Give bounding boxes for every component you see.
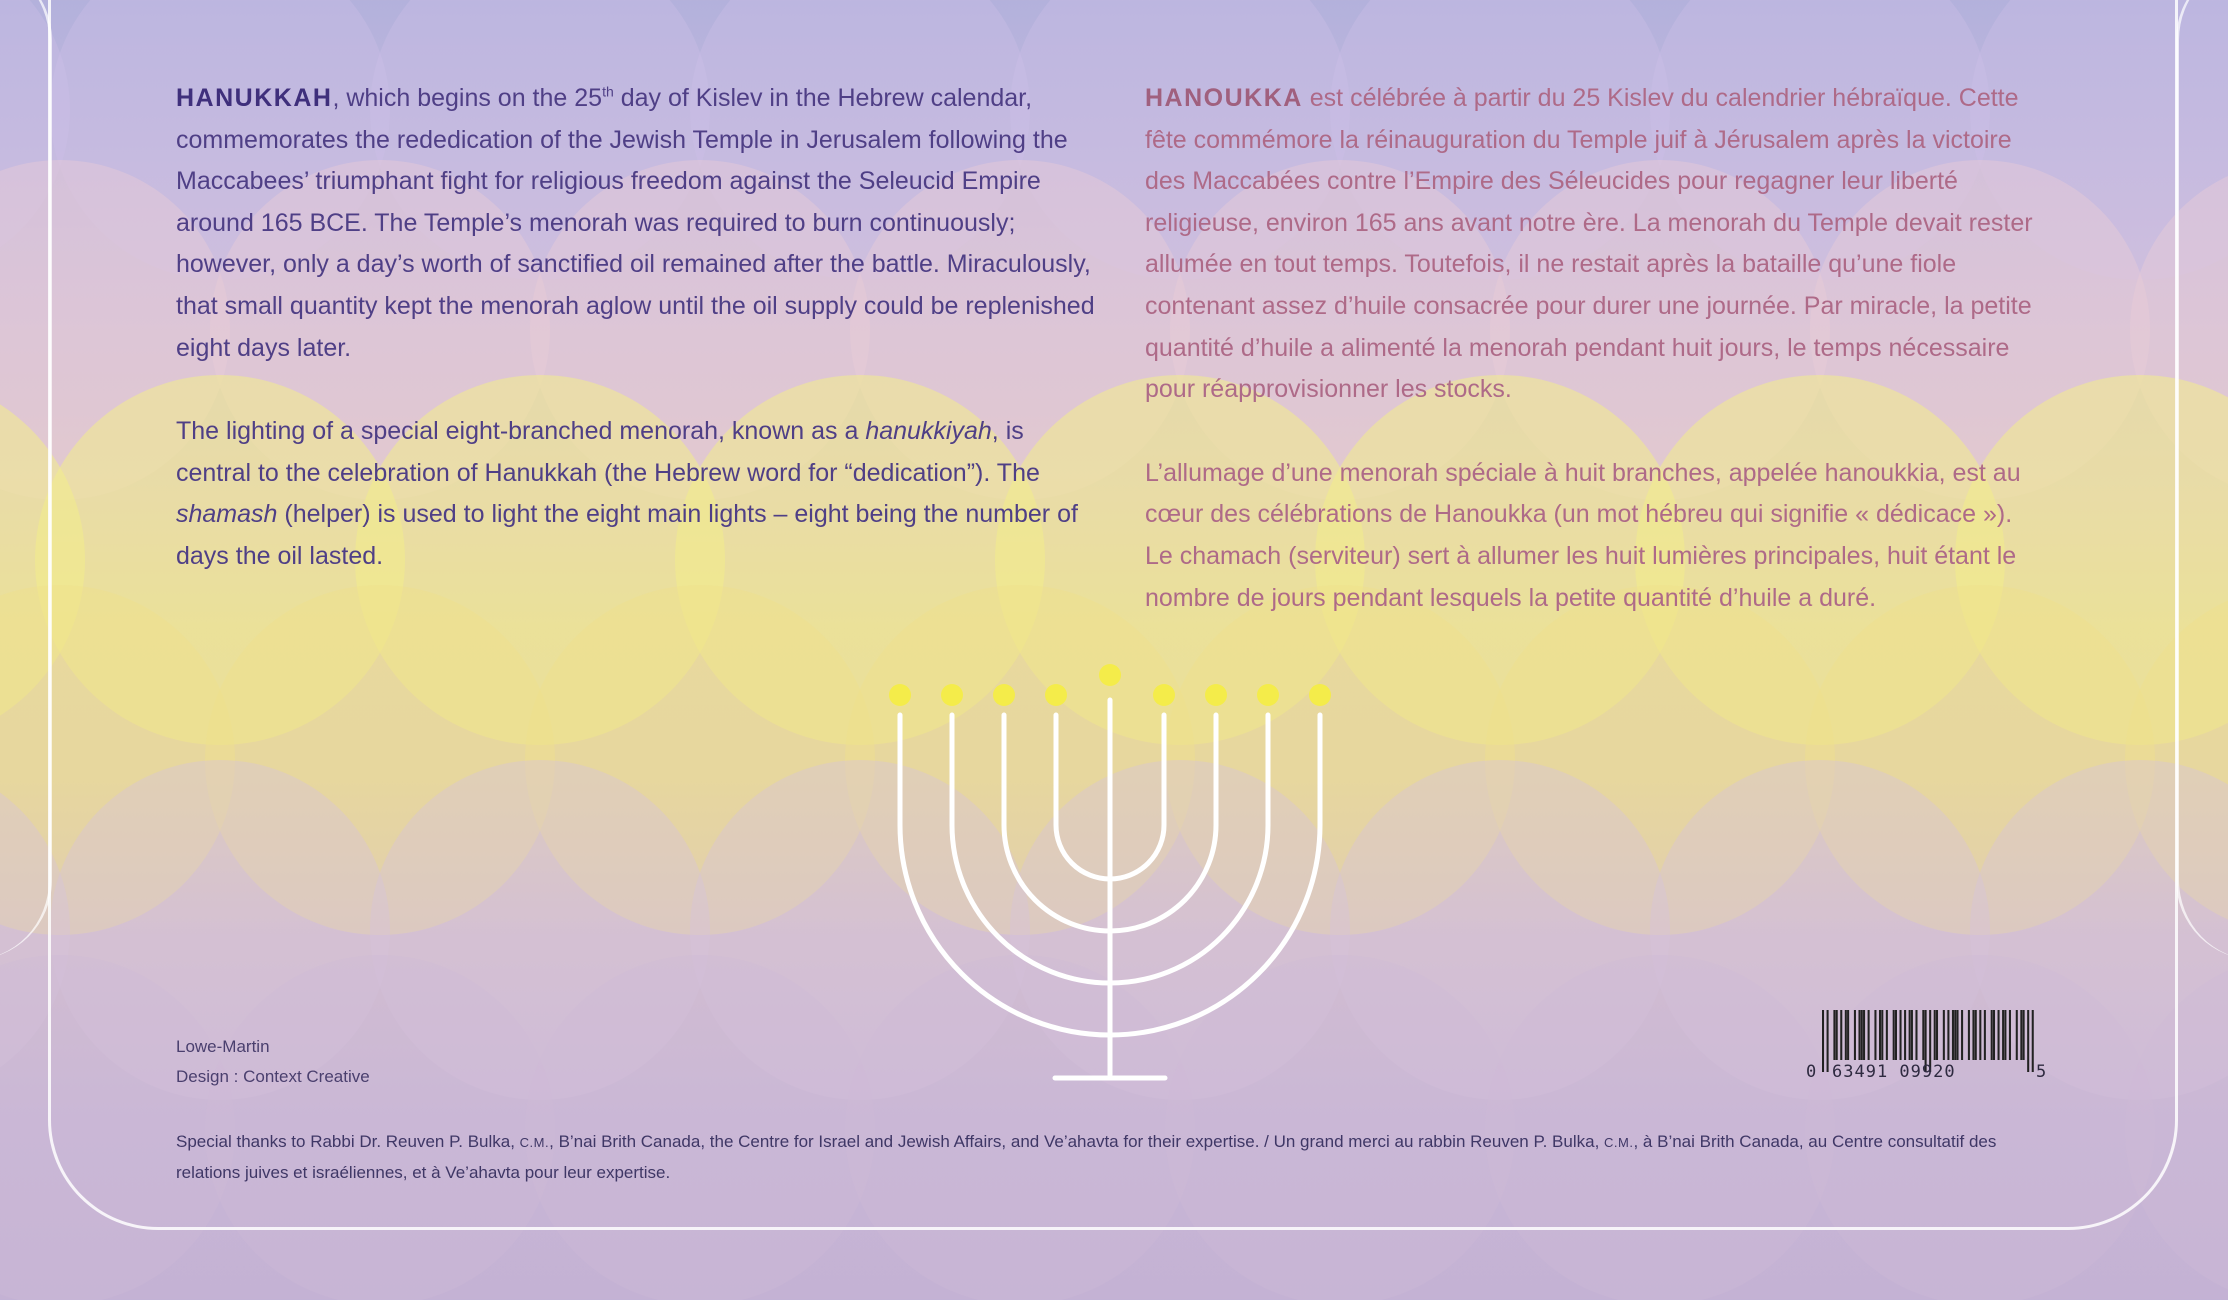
barcode-bar [2016,1010,2018,1060]
barcode-bar [1984,1010,1986,1060]
barcode-bar [1911,1010,1913,1060]
barcode-bar [1868,1010,1870,1060]
barcode-bar [2009,1010,2011,1060]
barcode-bar [1840,1010,1842,1060]
flame-3 [993,684,1015,706]
french-paragraph-2: L’allumage d’une menorah spéciale à huit branches, appelée hanoukkia, est au cœur des célébrations de Hanoukka (un mot hébreu qui signifie « dédicace »). Le chamach (serviteur) sert à allumer les huit lumières principales, huit étant le nombre de jours pendant lesquels la petite quantité d’huile a duré. [1145,458,2021,612]
barcode-digits: 63491 09920 [1832,1062,1956,1082]
menorah-illustration [880,655,1340,1095]
barcode-bar [1934,1010,1936,1060]
acknowledgements [176,1127,2026,1188]
barcode-bar [2020,1010,2022,1060]
flame-5 [1153,684,1175,706]
barcode-bar [1861,1010,1863,1060]
barcode-bar [1975,1010,1977,1060]
english-p1-start: , which begins on the 25 [332,84,603,112]
english-paragraph-1 [176,78,1096,369]
english-paragraph-2 [176,411,1096,577]
barcode-bar [1922,1010,1924,1060]
barcode-bar [1956,1010,1958,1060]
barcode-bar [2032,1010,2034,1072]
barcode-bar [1998,1010,2000,1060]
barcode-bar [1822,1010,1824,1072]
french-paragraph-1 [1145,78,2045,411]
english-title: HANUKKAH [176,84,333,112]
thanks-part-2: , B’nai Brith Canada, the Centre for Israel and Jewish Affairs, and Ve’ahavta for their expertise. / Un grand merci au rabbin Reuven P. Bulka, [549,1132,1605,1151]
barcode-bar [1952,1010,1954,1060]
barcode-bar [1943,1010,1945,1060]
english-p2-end: (helper) is used to light the eight main lights – eight being the number of days the oil lasted. [176,500,1078,570]
barcode-bar [2002,1010,2004,1060]
barcode-bar [1881,1010,1883,1060]
printer-credit: Lowe-Martin [176,1037,270,1056]
barcode-bar [1895,1010,1897,1060]
flame-6 [1205,684,1227,706]
flame-1 [889,684,911,706]
flame-shamash [1099,664,1121,686]
barcode-bar [2023,1010,2025,1060]
barcode-bar [1874,1010,1876,1060]
barcode-bar [1893,1010,1895,1060]
barcode-bar [1845,1010,1847,1060]
barcode-bar [1858,1010,1860,1060]
barcode-bar [1863,1010,1865,1060]
barcode-last-digit: 5 [2036,1062,2047,1082]
barcode-bar [1961,1010,1963,1060]
english-p2-start: The lighting of a special eight-branched menorah, known as a [176,417,866,446]
barcode-bar [1954,1010,1956,1060]
barcode-bar [1847,1010,1849,1060]
barcode-bar [1900,1010,1902,1060]
flame-2 [941,684,963,706]
english-p2-middle: , is central to the celebration of Hanukkah (the Hebrew word for “dedication”). The [176,417,1040,487]
french-text-column [1145,78,2045,661]
envelope-left-edge [0,0,52,960]
credits [176,1032,370,1092]
thanks-part-3: , à B’nai Brith Canada, au Centre consultatif des relations juives et israéliennes, et à Ve’ahavta pour leur expertise. [176,1132,1997,1182]
barcode-bar [2027,1010,2029,1072]
barcode-bar [1915,1010,1917,1060]
barcode-bar [1972,1010,1974,1060]
barcode-bar [1936,1010,1938,1060]
honour-abbrev: C.M. [519,1135,550,1150]
barcode-bar [1854,1010,1856,1060]
term-hanukkiyah: hanukkiyah [865,417,992,446]
french-title: HANOUKKA [1145,84,1303,112]
term-shamash: shamash [176,500,278,529]
barcode [1800,1010,2060,1090]
barcode-bar [1968,1010,1970,1060]
barcode-bar [1991,1010,1993,1060]
design-credit: Design : Context Creative [176,1067,370,1086]
barcode-bar [2004,1010,2006,1060]
flame-4 [1045,684,1067,706]
flame-8 [1309,684,1331,706]
english-text-column [176,78,1096,620]
english-p1-rest: day of Kislev in the Hebrew calendar, commemorates the rededication of the Jewish Temple in Jerusalem following the Maccabees’ triumphant fight for religious freedom against the Seleucid Empire around 165 BCE. The Temple’s menorah was required to burn continuously; however, only a day’s worth of sanctified oil remained after the battle. Miraculously, that small quantity kept the menorah aglow until the oil supply could be replenished eight days later. [176,84,1095,362]
barcode-bar [1879,1010,1881,1060]
barcode-bar [1979,1010,1981,1060]
menorah-branches [900,700,1320,1078]
envelope-right-edge [2176,0,2228,960]
thanks-part-1: Special thanks to Rabbi Dr. Reuven P. Bulka, [176,1132,520,1151]
barcode-bar [1947,1010,1949,1060]
barcode-bar [1827,1010,1829,1072]
barcode-bar [1904,1010,1906,1060]
honour-abbrev: C.M. [1604,1135,1634,1150]
flame-7 [1257,684,1279,706]
barcode-bar [1836,1010,1838,1060]
barcode-bar [1833,1010,1835,1060]
barcode-bar [1993,1010,1995,1060]
barcode-bar [1886,1010,1888,1060]
ordinal-superscript: th [602,83,614,100]
barcode-bar [1909,1010,1911,1060]
barcode-first-digit: 0 [1806,1062,1817,1082]
french-p1-text: est célébrée à partir du 25 Kislev du calendrier hébraïque. Cette fête commémore la réinauguration du Temple juif à Jérusalem après la victoire des Maccabées contre l’Empire des Séleucides pour regagner leur liberté religieuse, environ 165 ans avant notre ère. La menorah du Temple devait rester allumée en tout temps. Toutefois, il ne restait après la bataille qu’une fiole contenant assez d’huile consacrée pour durer une journée. Par miracle, la petite quantité d’huile a alimenté la menorah pendant huit jours, le temps nécessaire pour réapprovisionner les stocks. [1145,84,2033,404]
